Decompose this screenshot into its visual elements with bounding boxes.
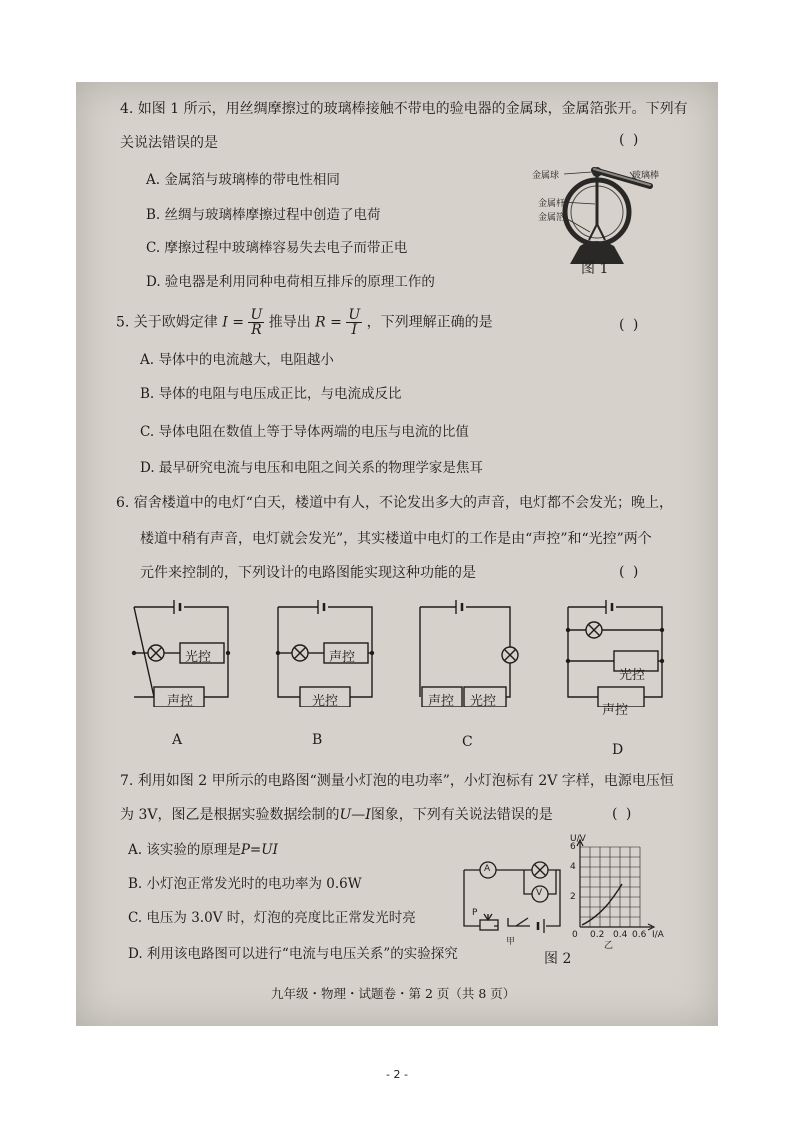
q4-option-a: A. 金属箔与玻璃棒的带电性相同 (146, 172, 340, 188)
q5-stem (116, 308, 493, 337)
page-number: - 2 - (386, 1068, 408, 1081)
q7-stem-line2 (120, 804, 553, 824)
figure2-circuit-jia (460, 856, 570, 938)
label-metal-stem: 金属杆 (538, 199, 566, 209)
q5-option-b: B. 导体的电阻与电压成正比，与电流成反比 (140, 386, 402, 402)
q5-suffix: ，下列理解正确的是 (366, 314, 493, 331)
graph-x-tick-0: 0 (572, 930, 578, 940)
graph-x-tick-04: 0.4 (613, 930, 628, 940)
q5-eq2-den: I (351, 322, 358, 338)
q5-eq2-lhs: R = (315, 314, 342, 331)
q5-option-c: C. 导体电阻在数值上等于导体两端的电压与电流的比值 (140, 424, 469, 440)
q7-answer-bracket: ( ) (612, 806, 634, 822)
circuit-c-box1: 声控 (428, 694, 455, 709)
graph-y-tick-2: 2 (570, 892, 576, 902)
q5-eq2-num: U (348, 307, 361, 323)
q4-option-c: C. 摩擦过程中玻璃棒容易失去电子而带正电 (146, 240, 408, 256)
label-metal-ball: 金属球 (532, 171, 560, 181)
figure2-yi-label: 乙 (604, 941, 614, 951)
circuit-d-box1: 光控 (619, 668, 646, 683)
exam-page (76, 82, 718, 1026)
q6-stem-line2: 楼道中稍有声音，电灯就会发光”，其实楼道中电灯的工作是由“声控”和“光控”两个 (140, 531, 652, 547)
circuit-a-box2: 声控 (167, 694, 194, 709)
label-glass-rod: 玻璃棒 (632, 171, 660, 181)
q4-stem-line2: 关说法错误的是 (120, 135, 218, 151)
circuit-c-box2: 光控 (470, 694, 497, 709)
q5-eq1-den: R (251, 322, 262, 338)
graph-y-tick-4: 4 (570, 862, 576, 872)
q5-option-d: D. 最早研究电流与电压和电阻之间关系的物理学家是焦耳 (140, 460, 483, 476)
q6-stem-line3: 元件来控制的，下列设计的电路图能实现这种功能的是 (140, 565, 476, 581)
graph-y-axis-label: U/V (570, 834, 586, 844)
q7-option-b: B. 小灯泡正常发光时的电功率为 0.6W (128, 876, 362, 892)
q5-eq1-num: U (250, 307, 263, 323)
circuit-a-label: A (172, 732, 183, 748)
q5-mid: 推导出 (268, 314, 311, 331)
q5-answer-bracket: ( ) (619, 317, 641, 333)
figure2-caption: 图 2 (544, 951, 572, 967)
q4-stem-line1: 4. 如图 1 所示，用丝绸摩擦过的玻璃棒接触不带电的验电器的金属球，金属箔张开。下列有 (120, 101, 688, 117)
circuit-b-box1: 声控 (329, 650, 356, 665)
figure1-caption: 图 1 (581, 261, 609, 277)
q7-option-d: D. 利用该电路图可以进行“电流与电压关系”的实验探究 (128, 946, 458, 962)
q7-stem-line1: 7. 利用如图 2 甲所示的电路图“测量小灯泡的电功率”，小灯泡标有 2V 字样，电源电压恒 (120, 773, 674, 789)
ammeter-label: A (484, 864, 491, 874)
circuit-a-box1: 光控 (185, 650, 212, 665)
q7-line2-post: 图象，下列有关说法错误的是 (370, 807, 553, 823)
circuit-d (562, 597, 672, 707)
q7-option-a (128, 838, 278, 858)
circuit-d-label: D (612, 742, 624, 758)
q7-line2-pre: 为 3V，图乙是根据实验数据绘制的 (120, 807, 340, 823)
q7-option-a-text: A. 该实验的原理是 (128, 842, 241, 858)
page-footer: 九年级・物理・试题卷・第 2 页（共 8 页） (271, 986, 516, 1001)
q5-eq2-fraction (346, 308, 362, 337)
figure2-jia-label: 甲 (506, 937, 516, 947)
graph-y-tick-6: 6 (570, 842, 576, 852)
q7-option-c: C. 电压为 3.0V 时，灯泡的亮度比正常发光时亮 (128, 910, 416, 926)
q5-eq1-fraction (248, 308, 264, 337)
q7-ui-symbol: U—I (339, 807, 371, 823)
q5-option-a: A. 导体中的电流越大，电阻越小 (140, 352, 334, 368)
graph-x-axis-label: I/A (652, 930, 664, 940)
q7-option-a-eq: P=UI (240, 842, 278, 858)
circuit-c-label: C (462, 734, 473, 750)
slider-label: P (472, 908, 478, 918)
q4-option-d: D. 验电器是利用同种电荷相互排斥的原理工作的 (146, 274, 435, 290)
graph-x-tick-06: 0.6 (632, 930, 647, 940)
q5-eq1-lhs: I = (222, 314, 244, 331)
q6-answer-bracket: ( ) (619, 564, 641, 580)
circuit-d-box2: 声控 (602, 703, 629, 718)
q6-stem-line1: 6. 宿舍楼道中的电灯“白天，楼道中有人，不论发出多大的声音，电灯都不会发光；晚上， (116, 495, 673, 511)
q5-prefix: 5. 关于欧姆定律 (116, 314, 218, 331)
circuit-b-label: B (312, 732, 323, 748)
graph-x-tick-02: 0.2 (590, 930, 605, 940)
q4-option-b: B. 丝绸与玻璃棒摩擦过程中创造了电荷 (146, 207, 381, 223)
label-metal-foil: 金属箔 (538, 213, 566, 223)
voltmeter-label: V (536, 888, 543, 898)
q4-answer-bracket: ( ) (619, 132, 641, 148)
circuit-b-box2: 光控 (312, 694, 339, 709)
